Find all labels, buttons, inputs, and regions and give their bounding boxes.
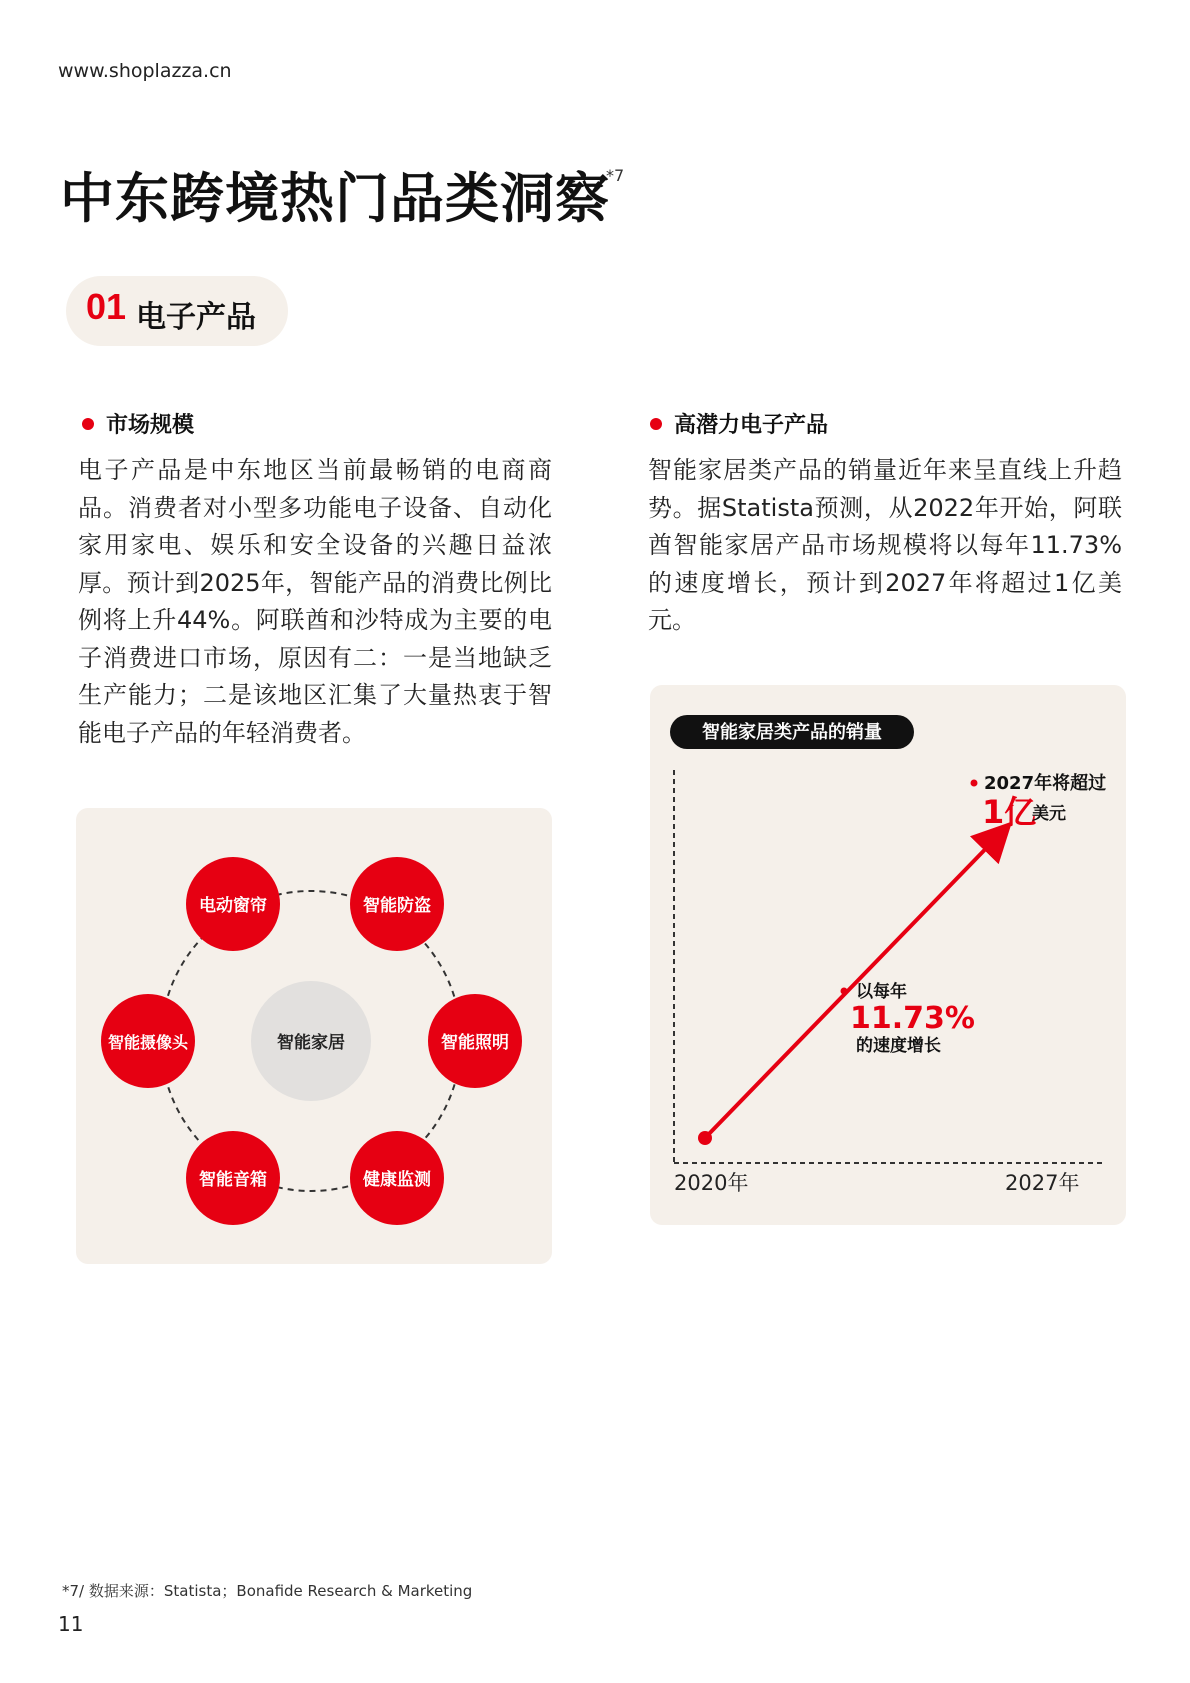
end-annotation-unit: 美元 [1032, 804, 1066, 824]
mid-annotation-value: 11.73% [850, 1001, 975, 1036]
market-size-paragraph: 电子产品是中东地区当前最畅销的电商商品。消费者对小型多功能电子设备、自动化家用家电、娱乐和安全设备的兴趣日益浓厚。预计到2025年，智能产品的消费比例比例将上升44%。阿联酋和沙特成为主要的电子消费进口市场，原因有二：一是当地缺乏生产能力；二是该地区汇集了大量热衷于智能电子产品的年轻消费者。 [78, 456, 552, 747]
node-label: 电动窗帘 [199, 896, 267, 916]
site-url[interactable]: www.shoplazza.cn [58, 60, 232, 82]
high-potential-paragraph: 智能家居类产品的销量近年来呈直线上升趋势。据Statista预测，从2022年开始，阿联酋智能家居产品市场规模将以每年11.73%的速度增长，预计到2027年将超过1亿美元。 [648, 456, 1122, 634]
node-health [350, 1131, 444, 1225]
node-anti-theft [350, 857, 444, 951]
chart-title: 智能家居类产品的销量 [702, 722, 882, 743]
node-lighting [428, 994, 522, 1088]
node-label: 智能摄像头 [107, 1033, 189, 1052]
node-label: 健康监测 [363, 1170, 431, 1190]
smart-home-sales-chart-panel [650, 685, 1126, 1225]
node-speaker [186, 1131, 280, 1225]
section-label: 电子产品 [136, 300, 256, 335]
x-tick-label: 2020年 [674, 1171, 749, 1195]
bullet-dot-icon [82, 418, 94, 430]
title-footnote-marker: *7 [606, 166, 625, 185]
end-annotation-value: 1亿 [982, 793, 1037, 831]
heading-text: 市场规模 [106, 413, 195, 438]
end-annotation-line1: 2027年将超过 [984, 773, 1107, 794]
page-title: 中东跨境热门品类洞察 [60, 167, 610, 230]
sales-chart [650, 685, 1126, 1225]
node-camera [101, 994, 195, 1088]
mid-annotation-line2: 的速度增长 [856, 1036, 941, 1056]
smart-home-diagram [76, 808, 552, 1264]
annotation-dot [841, 988, 848, 995]
page-number: 11 [58, 1612, 84, 1636]
source-footnote: *7/ 数据来源：Statista；Bonafide Research & Marketing [62, 1582, 473, 1600]
annotation-dot [971, 780, 978, 787]
section-number: 01 [86, 286, 127, 327]
node-curtain [186, 857, 280, 951]
node-label: 智能音箱 [199, 1170, 267, 1190]
bullet-dot-icon [650, 418, 662, 430]
center-label: 智能家居 [277, 1033, 345, 1053]
x-tick-label: 2027年 [1005, 1171, 1080, 1195]
growth-line [705, 833, 1001, 1138]
high-potential-heading [650, 408, 828, 439]
node-label: 智能照明 [441, 1033, 509, 1053]
market-size-heading [82, 408, 194, 439]
start-point [698, 1131, 712, 1145]
heading-text: 高潜力电子产品 [674, 413, 829, 438]
node-label: 智能防盗 [363, 896, 431, 916]
smart-home-diagram-panel [76, 808, 552, 1264]
mid-annotation-line1: 以每年 [856, 982, 907, 1002]
